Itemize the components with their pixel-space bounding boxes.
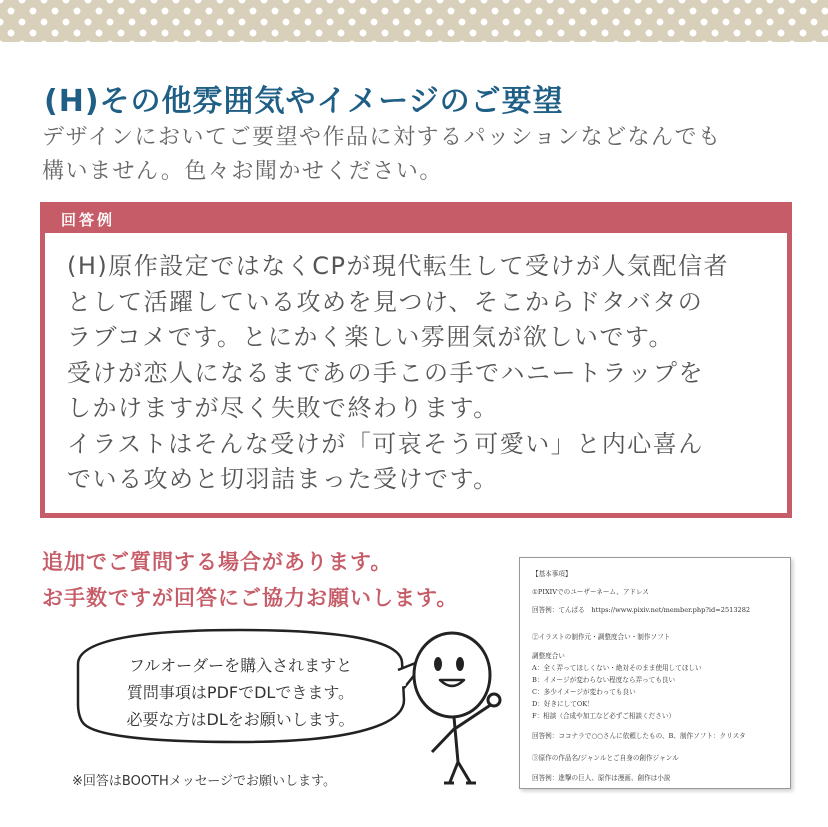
figure-body (454, 717, 458, 762)
answer-label: 回答例 (61, 211, 116, 229)
answer-line: ラブコメです。とにかく楽しい雰囲気が欲しいです。 (67, 323, 674, 351)
polka-dot-header-band (0, 0, 828, 42)
form-preview-document (519, 557, 791, 789)
form-line: ③原作の作品名/ジャンルとご自身の創作ジャンル (532, 754, 679, 762)
answer-line: (H)原作設定ではなくCPが現代転生して受けが人気配信者 (67, 252, 730, 280)
figure-left-leg (450, 762, 458, 782)
answer-line: 受けが恋人になるまであの手この手でハニートラップを (67, 358, 705, 387)
speech-bubble-text (98, 652, 383, 733)
form-line: B：イメージが変わらない程度なら弄っても良い (532, 676, 676, 684)
footnote: ※回答はBOOTHメッセージでお願いします。 (72, 774, 336, 789)
form-line: D：好きにしてOK！ (532, 700, 594, 708)
notice-line: 追加でご質問する場合があります。 (42, 550, 393, 574)
form-line: 【基本事項】 (532, 570, 572, 578)
answer-line: でいる攻めと切羽詰まった受けです。 (67, 465, 499, 493)
stick-figure-illustration (400, 620, 520, 795)
notice-line: お手数ですが回答にご協力お願いします。 (42, 586, 459, 610)
description-line: 構いません。色々お聞かせください。 (42, 159, 443, 184)
form-line: 回答例：ココナラで○○さんに依頼したもの、B、制作ソフト：クリスタ (532, 732, 746, 740)
section-description (42, 121, 802, 189)
figure-head (414, 633, 490, 717)
form-line: F：相談（合成や加工など必ずご相談ください） (532, 712, 676, 720)
figure-right-eye (456, 657, 464, 671)
figure-left-arm (432, 728, 455, 752)
figure-right-hand (488, 694, 500, 706)
section-title: (H)その他雰囲気やイメージのご要望 (44, 84, 564, 119)
answer-example-text (67, 249, 777, 498)
bubble-line: 質問事項はPDFでDLできます。 (126, 683, 355, 702)
bubble-line: フルオーダーを購入されますと (128, 656, 353, 675)
form-line: 回答例：進撃の巨人、原作は漫画、創作は小説 (532, 774, 671, 782)
form-line: 調整度合い (532, 652, 565, 660)
figure-left-eye (434, 657, 442, 671)
form-line: ①PIXIVでのユーザーネーム、アドレス (532, 588, 649, 596)
form-line: A：全く弄ってほしくない・絶対そのまま使用してほしい (532, 664, 702, 672)
answer-line: として活躍している攻めを見つけ、そこからドタバタの (67, 287, 704, 316)
answer-label-bar (45, 207, 787, 233)
form-line: C：多少イメージが変わっても良い (532, 688, 636, 696)
figure-right-leg (458, 762, 470, 782)
answer-example-box (40, 202, 792, 518)
answer-line: イラストはそんな受けが「可哀そう可愛い」と内心喜ん (67, 429, 704, 458)
form-line: ②イラストの制作元・調整度合い・制作ソフト (532, 633, 671, 641)
form-line: 回答例：てんぱる https://www.pixiv.net/member.php?id=2513282 (532, 606, 751, 614)
bubble-line: 必要な方はDLをお願いします。 (126, 710, 355, 729)
answer-line: しかけますが尽く失敗で終わります。 (67, 394, 499, 422)
description-line: デザインにおいてご要望や作品に対するパッションなどなんでも (42, 125, 722, 150)
